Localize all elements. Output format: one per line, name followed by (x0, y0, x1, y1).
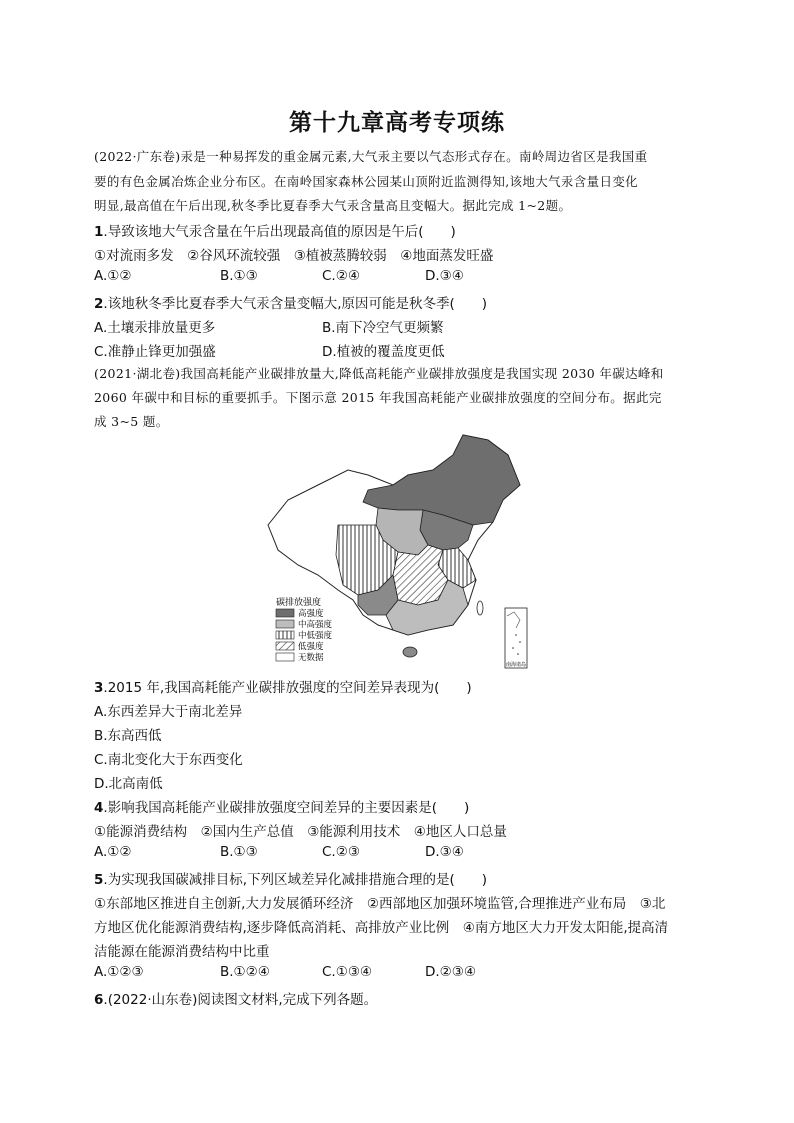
legend-label-high: 高强度 (298, 609, 324, 619)
question-3-stem: .2015 年,我国高耗能产业碳排放强度的空间差异表现为( ) (103, 680, 472, 696)
q5-option-b[interactable]: B.①②④ (220, 964, 270, 980)
q1-option-a[interactable]: A.①② (94, 268, 132, 284)
question-4 (94, 796, 469, 816)
question-5 (94, 868, 487, 888)
intro-1-line-3: 明显,最高值在午后出现,秋冬季比夏春季大气汞含量高且变幅大。据此完成 1~2题。 (94, 198, 572, 213)
question-6 (94, 988, 377, 1008)
question-1 (94, 220, 456, 240)
hainan-island (403, 647, 417, 657)
q1-option-c[interactable]: C.②④ (322, 268, 360, 284)
q4-option-c[interactable]: C.②③ (322, 844, 360, 860)
question-4-items: ①能源消费结构 ②国内生产总值 ③能源利用技术 ④地区人口总量 (94, 824, 507, 840)
question-1-stem: .导致该地大气汞含量在午后出现最高值的原因是午后( ) (103, 224, 456, 240)
question-5-number: 5 (94, 872, 104, 888)
legend-label-low: 低强度 (298, 642, 324, 652)
q1-option-b[interactable]: B.①③ (220, 268, 258, 284)
question-3 (94, 676, 472, 696)
q5-option-c[interactable]: C.①③④ (322, 964, 373, 980)
question-2-stem: .该地秋冬季比夏春季大气汞含量变幅大,原因可能是秋冬季( ) (103, 296, 488, 312)
q1-option-d[interactable]: D.③④ (425, 268, 464, 284)
question-4-number: 4 (94, 800, 104, 816)
question-5-stem: .为实现我国碳减排目标,下列区域差异化减排措施合理的是( ) (103, 872, 488, 888)
question-1-number: 1 (94, 224, 104, 240)
legend-label-no-data: 无数据 (298, 653, 324, 663)
q2-option-b[interactable]: B.南下冷空气更频繁 (322, 320, 444, 336)
south-china-sea-inset (505, 608, 527, 668)
legend-swatch-high (276, 609, 294, 617)
q3-option-b[interactable]: B.东高西低 (94, 728, 162, 744)
question-3-number: 3 (94, 680, 104, 696)
intro-1-line-2: 要的有色金属冶炼企业分布区。在南岭国家森林公园某山顶附近监测得知,该地大气汞含量日变化 (94, 174, 639, 189)
china-carbon-intensity-map (258, 430, 528, 670)
intro-1-line-1: (2022·广东卷)汞是一种易挥发的重金属元素,大气汞主要以气态形式存在。南岭周边省区是我国重 (94, 149, 648, 164)
legend-title: 碳排放强度 (276, 598, 322, 608)
q5-option-d[interactable]: D.②③④ (425, 964, 476, 980)
legend-swatch-medium-high (276, 620, 294, 628)
question-2 (94, 292, 487, 312)
q3-option-c[interactable]: C.南北变化大于东西变化 (94, 752, 243, 768)
intro-2-line-2: 2060 年碳中和目标的重要抓手。下图示意 2015 年我国高耗能产业碳排放强度的空间分布。据此完 (94, 390, 662, 405)
q4-option-b[interactable]: B.①③ (220, 844, 258, 860)
q3-option-a[interactable]: A.东西差异大于南北差异 (94, 704, 243, 720)
question-2-number: 2 (94, 296, 104, 312)
taiwan-island (477, 601, 483, 615)
legend (276, 608, 333, 663)
question-6-number: 6 (94, 992, 104, 1008)
inset-label: 南海诸岛 (506, 662, 527, 668)
question-1-items: ①对流雨多发 ②谷风环流较强 ③植被蒸腾较弱 ④地面蒸发旺盛 (94, 248, 494, 264)
question-5-items-line-2: 方地区优化能源消费结构,逐步降低高消耗、高排放产业比例 ④南方地区大力开发太阳能,提高清 (94, 920, 669, 936)
legend-label-medium-low: 中低强度 (298, 631, 333, 641)
q4-option-d[interactable]: D.③④ (425, 844, 464, 860)
q5-option-a[interactable]: A.①②③ (94, 964, 144, 980)
legend-label-medium-high: 中高强度 (298, 620, 333, 630)
question-4-stem: .影响我国高耗能产业碳排放强度空间差异的主要因素是( ) (103, 800, 470, 816)
q2-option-d[interactable]: D.植被的覆盖度更低 (322, 344, 445, 360)
q3-option-d[interactable]: D.北高南低 (94, 776, 163, 792)
intro-2-line-3: 成 3~5 题。 (94, 414, 169, 429)
intro-2-line-1: (2021·湖北卷)我国高耗能产业碳排放量大,降低高耗能产业碳排放强度是我国实现 2030 年碳达峰和 (94, 366, 664, 381)
legend-swatch-no-data (276, 653, 294, 661)
legend-swatch-low (276, 642, 294, 650)
legend-swatch-medium-low (276, 631, 294, 639)
q2-option-c[interactable]: C.准静止锋更加强盛 (94, 344, 216, 360)
page-title: 第十九章高考专项练 (289, 110, 505, 136)
q4-option-a[interactable]: A.①② (94, 844, 132, 860)
question-6-stem: .(2022·山东卷)阅读图文材料,完成下列各题。 (103, 992, 378, 1008)
question-5-items-line-3: 洁能源在能源消费结构中比重 (94, 944, 270, 960)
q2-option-a[interactable]: A.土壤汞排放量更多 (94, 320, 216, 336)
question-5-items-line-1: ①东部地区推进自主创新,大力发展循环经济 ②西部地区加强环境监管,合理推进产业布局 ③北 (94, 896, 666, 912)
